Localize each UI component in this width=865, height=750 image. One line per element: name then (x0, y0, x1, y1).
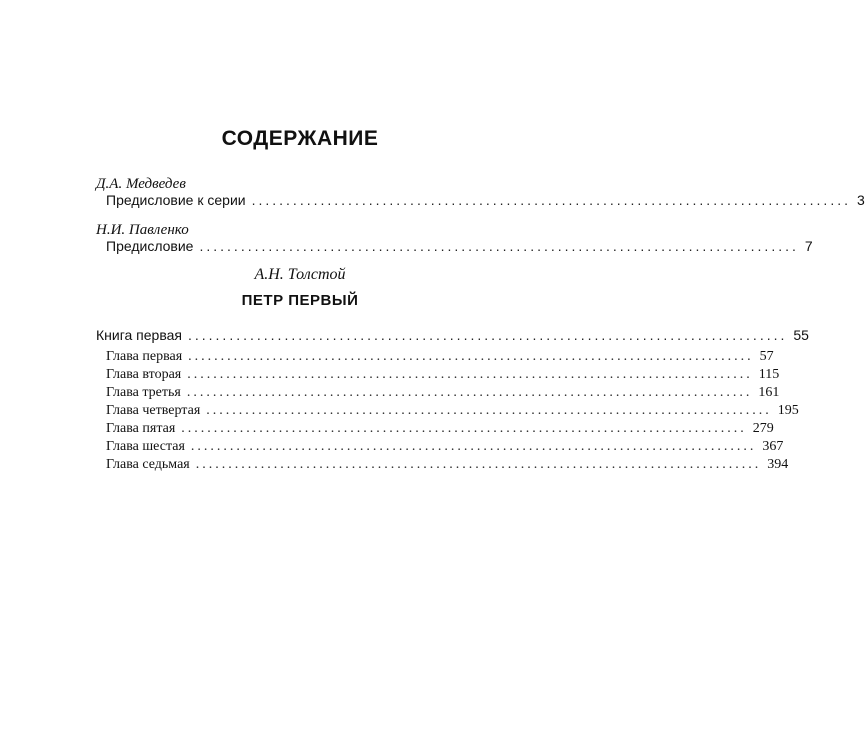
entry-label: Глава четвертая (106, 403, 201, 418)
entry-page-number: 7 (804, 238, 813, 254)
dot-leader: ....................................................................................... (199, 238, 799, 254)
author-medvedev: Д.А. Медведев (96, 176, 186, 192)
entry-label: Предисловие к серии (106, 192, 246, 208)
entry-page-number: 195 (777, 403, 799, 418)
dot-leader: ....................................................................................... (190, 439, 757, 454)
toc-entry-chapter-6[interactable] (106, 439, 784, 455)
dot-leader: ....................................................................................... (187, 367, 753, 382)
dot-leader: ....................................................................................... (251, 192, 851, 208)
entry-page-number: 115 (758, 367, 780, 382)
entry-label: Глава третья (106, 385, 181, 400)
entry-label: Глава пятая (106, 421, 176, 436)
entry-page-number: 57 (759, 349, 774, 364)
toc-title: СОДЕРЖАНИЕ (221, 127, 379, 150)
entry-label: Глава вторая (106, 367, 182, 382)
work-author: А.Н. Толстой (254, 266, 346, 283)
toc-entry-chapter-7[interactable] (106, 457, 789, 473)
entry-page-number: 3 (857, 192, 865, 208)
entry-label: Книга первая (96, 327, 182, 343)
entry-page-number: 279 (752, 421, 774, 436)
toc-entry-chapter-1[interactable] (106, 349, 774, 365)
entry-label: Предисловие (106, 238, 194, 254)
entry-page-number: 394 (767, 457, 789, 472)
entry-page-number: 367 (762, 439, 784, 454)
toc-entry-chapter-5[interactable] (106, 421, 774, 437)
toc-entry-chapter-3[interactable] (106, 385, 780, 401)
entry-label: Глава первая (106, 349, 183, 364)
entry-label: Глава шестая (106, 439, 185, 454)
toc-entry-book-one[interactable] (96, 327, 809, 343)
work-title: ПЕТР ПЕРВЫЙ (241, 292, 359, 309)
dot-leader: ....................................................................................... (186, 385, 753, 400)
author-pavlenko: Н.И. Павленко (96, 222, 189, 238)
toc-entry-chapter-2[interactable] (106, 367, 780, 383)
dot-leader: ....................................................................................... (195, 457, 762, 472)
dot-leader: ....................................................................................... (187, 327, 788, 343)
entry-page-number: 55 (793, 327, 809, 343)
toc-entry-series-preface[interactable] (106, 192, 865, 208)
entry-label: Глава седьмая (106, 457, 190, 472)
toc-entry-preface[interactable] (106, 238, 813, 254)
dot-leader: ....................................................................................... (188, 349, 754, 364)
dot-leader: ....................................................................................... (181, 421, 747, 436)
dot-leader: ....................................................................................... (206, 403, 772, 418)
entry-page-number: 161 (758, 385, 780, 400)
toc-entry-chapter-4[interactable] (106, 403, 799, 419)
